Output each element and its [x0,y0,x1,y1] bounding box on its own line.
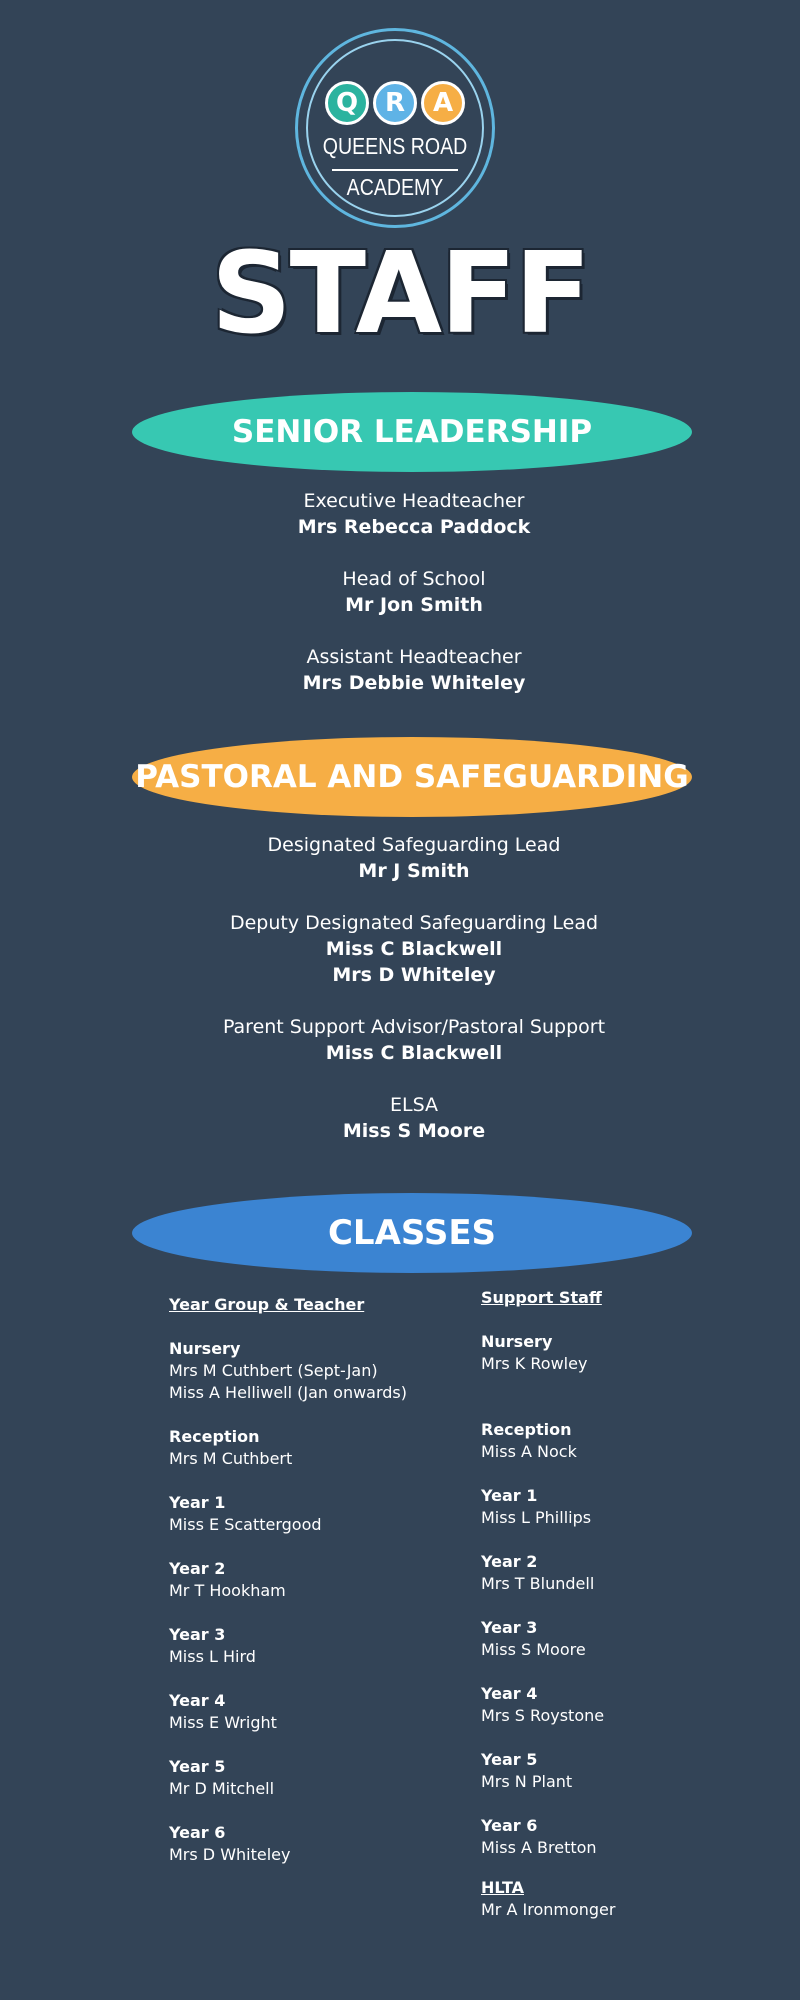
staff-name: Miss S Moore [342,1120,486,1142]
pastoral-role-elsa [0,1092,800,1144]
role-title: Parent Support Advisor/Pastoral Support [222,1016,606,1038]
teacher-name: Mrs M Cuthbert (Sept-Jan) [169,1361,378,1380]
school-logo [295,28,495,228]
support-group-year-4 [481,1683,721,1727]
year-label: Year 2 [481,1552,538,1571]
class-group-year-5 [169,1756,449,1800]
logo-school-name-line1: QUEENS ROAD [322,133,468,159]
teacher-name: Miss A Helliwell (Jan onwards) [169,1383,407,1402]
support-group-nursery [481,1331,721,1375]
teacher-name: Miss L Hird [169,1647,256,1666]
role-title: Executive Headteacher [303,490,525,512]
support-name: Mrs S Roystone [481,1706,605,1725]
support-group-year-2 [481,1551,721,1595]
support-group-year-6 [481,1815,721,1859]
teacher-name: Mrs D Whiteley [169,1845,291,1864]
class-group-year-2 [169,1558,449,1602]
staff-name: Mrs D Whiteley [332,964,496,986]
senior-role-assistant-head [0,644,800,696]
staff-name: Mrs Rebecca Paddock [297,516,531,538]
teacher-name: Miss E Wright [169,1713,277,1732]
teacher-name: Mr D Mitchell [169,1779,275,1798]
class-group-year-6 [169,1822,449,1866]
year-label: Year 3 [169,1625,226,1644]
support-group-reception [481,1419,721,1463]
support-name: Mr A Ironmonger [481,1900,616,1919]
teachers-column [169,1294,449,1888]
support-staff-column [481,1287,721,1943]
year-label: Year 4 [481,1684,538,1703]
page-title: STAFF [210,229,590,359]
logo-divider [332,169,458,171]
year-label: Year 5 [481,1750,538,1769]
logo-letter-circles [298,81,492,125]
teacher-name: Mr T Hookham [169,1581,286,1600]
support-name: Miss L Phillips [481,1508,592,1527]
staff-name: Mr J Smith [358,860,470,882]
support-name: Miss A Bretton [481,1838,597,1857]
role-title: Designated Safeguarding Lead [267,834,561,856]
logo-letter-a: A [421,81,465,125]
support-group-year-3 [481,1617,721,1661]
senior-role-head-of-school [0,566,800,618]
pastoral-role-dsl [0,832,800,884]
year-label: Year 3 [481,1618,538,1637]
class-group-year-1 [169,1492,449,1536]
year-label: Year 1 [169,1493,226,1512]
class-group-year-3 [169,1624,449,1668]
logo-school-name-line2: ACADEMY [346,174,444,200]
year-label: Reception [481,1420,572,1439]
pastoral-role-parent-support [0,1014,800,1066]
year-label: Year 2 [169,1559,226,1578]
class-group-year-4 [169,1690,449,1734]
role-title: Head of School [342,568,486,590]
year-label: Year 6 [481,1816,538,1835]
year-label: Nursery [481,1332,553,1351]
senior-leadership-banner: SENIOR LEADERSHIP [132,392,692,472]
hlta-label: HLTA [481,1878,524,1897]
classes-banner: CLASSES [132,1193,692,1273]
support-name: Miss S Moore [481,1640,586,1659]
support-group-hlta [481,1877,721,1921]
teacher-name: Mrs M Cuthbert [169,1449,293,1468]
staff-name: Miss C Blackwell [325,1042,503,1064]
year-label: Year 1 [481,1486,538,1505]
year-label: Year 6 [169,1823,226,1842]
staff-name: Mrs Debbie Whiteley [302,672,526,694]
logo-letter-q: Q [325,81,369,125]
logo-letter-r: R [373,81,417,125]
staff-name: Mr Jon Smith [345,594,483,616]
role-title: ELSA [389,1094,438,1116]
support-name: Mrs T Blundell [481,1574,595,1593]
year-label: Year 4 [169,1691,226,1710]
support-name: Mrs N Plant [481,1772,573,1791]
support-group-year-1 [481,1485,721,1529]
teacher-name: Miss E Scattergood [169,1515,322,1534]
role-title: Deputy Designated Safeguarding Lead [229,912,599,934]
year-label: Nursery [169,1339,241,1358]
year-label: Reception [169,1427,260,1446]
support-name: Miss A Nock [481,1442,577,1461]
teachers-header: Year Group & Teacher [169,1295,365,1314]
class-group-reception [169,1426,449,1470]
support-name: Mrs K Rowley [481,1354,588,1373]
pastoral-role-deputy-dsl [0,910,800,988]
pastoral-safeguarding-banner: PASTORAL AND SAFEGUARDING [132,737,692,817]
staff-name: Miss C Blackwell [325,938,503,960]
role-title: Assistant Headteacher [306,646,522,668]
class-group-nursery [169,1338,449,1404]
year-label: Year 5 [169,1757,226,1776]
support-group-year-5 [481,1749,721,1793]
support-staff-header: Support Staff [481,1288,602,1307]
senior-role-executive-head [0,488,800,540]
